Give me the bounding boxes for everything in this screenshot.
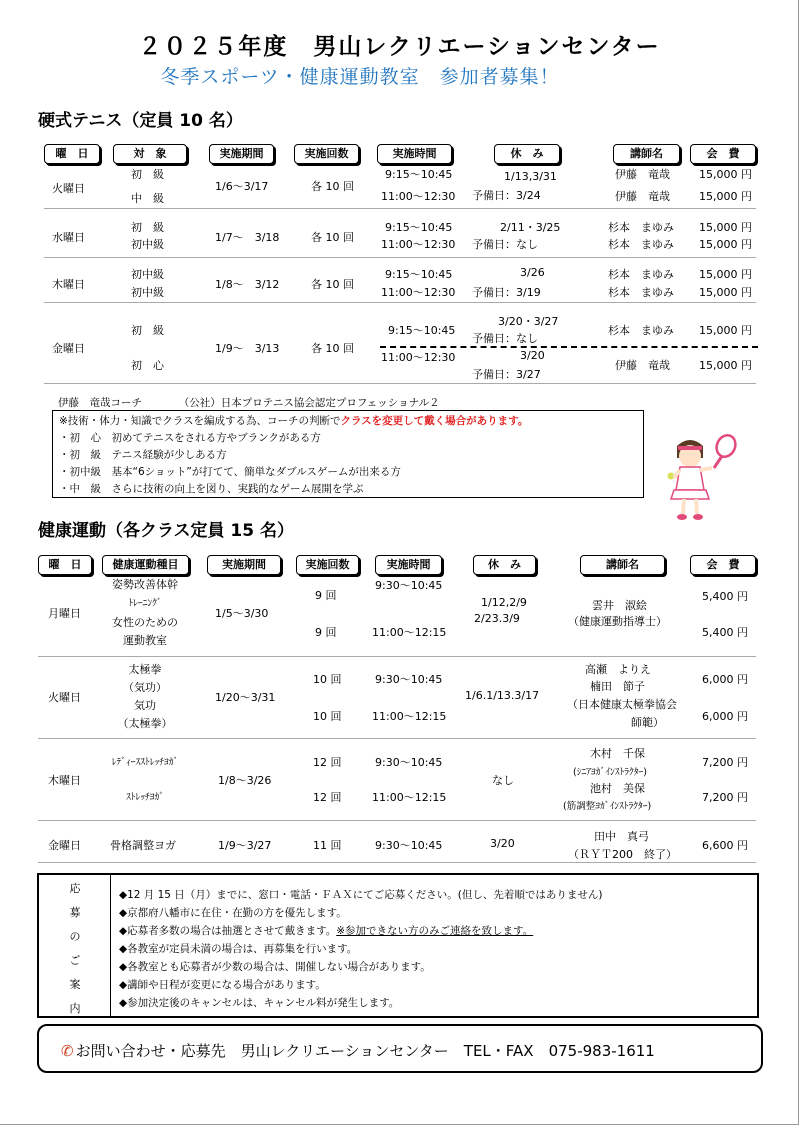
page-subtitle: 冬季スポーツ・健康運動教室 参加者募集！ <box>160 66 560 88</box>
tennis-col-count: 実施回数 <box>294 144 359 164</box>
level: 初 級 <box>131 324 164 337</box>
teacher: 伊藤 竜哉 <box>615 359 670 372</box>
row-divider <box>44 383 756 384</box>
day: 金曜日 <box>48 839 81 852</box>
health-col-teacher: 講師名 <box>580 555 665 575</box>
count: 10 回 <box>313 710 342 723</box>
event: 気功 <box>134 699 156 712</box>
row-divider <box>38 656 756 657</box>
row-divider <box>38 862 756 863</box>
level: 初中級 <box>131 238 164 251</box>
health-col-event: 健康運動種目 <box>102 555 189 575</box>
page-title: ２０２５年度 男山レクリエーションセンター <box>138 34 661 60</box>
guide-item-lottery: ◆応募者多数の場合は抽選とさせて戴きます。※参加できない方のみご連絡を致します。 <box>119 925 534 937</box>
coach-credential: 伊藤 竜哉コーチ （公社）日本プロテニス協会認定プロフェッショナル２ <box>58 397 440 409</box>
note-item: ・中 級 さらに技術の向上を図り、実践的なゲーム展開を学ぶ <box>59 483 364 495</box>
contact-text: お問い合わせ・応募先 男山レクリエーションセンター TEL・FAX 075-983-1611 <box>75 1042 655 1060</box>
tennis-col-teacher: 講師名 <box>613 144 680 164</box>
off: 1/12,2/9 <box>481 596 527 609</box>
event: （気功） <box>123 681 167 694</box>
period: 1/8～ 3/12 <box>215 278 280 291</box>
level: 中 級 <box>131 192 164 205</box>
guide-item: ◆各教室とも応募者が少数の場合は、開催しない場合があります。 <box>119 961 431 973</box>
teacher: 木村 千保 <box>590 747 645 760</box>
period: 1/9～ 3/13 <box>215 342 280 355</box>
teacher: 伊藤 竜哉 <box>615 190 670 203</box>
teacher: 楠田 節子 <box>590 680 645 693</box>
tennis-class-notes <box>52 410 644 498</box>
level: 初 級 <box>131 221 164 234</box>
contact-line <box>61 1040 655 1061</box>
tennis-section-title: 硬式テニス（定員 10 名） <box>38 111 243 131</box>
guide-label-char: 募 <box>69 906 81 919</box>
time: 9:30～10:45 <box>375 839 443 852</box>
off: 1/13,3/31 <box>504 170 557 183</box>
guide-label-char: の <box>69 930 81 943</box>
teacher: 雲井 淑絵 <box>592 599 647 612</box>
event: 姿勢改善体幹 <box>112 578 178 591</box>
teacher: 杉本 まゆみ <box>608 238 674 251</box>
teacher: 杉本 まゆみ <box>608 221 674 234</box>
count: 9 回 <box>315 589 337 602</box>
fee: 15,000 円 <box>699 359 752 372</box>
time: 11:00～12:30 <box>381 286 456 299</box>
teacher-credential: （ＲＹＴ200 終了） <box>568 848 677 861</box>
time: 11:00～12:30 <box>381 238 456 251</box>
health-col-count: 実施回数 <box>296 555 359 575</box>
day: 月曜日 <box>48 607 81 620</box>
guide-label-char: 案 <box>69 978 81 991</box>
reserve: 予備日：3/19 <box>472 286 541 299</box>
count: 各 10 回 <box>311 180 354 193</box>
teacher: 杉本 まゆみ <box>608 324 674 337</box>
event: ﾄﾚｰﾆﾝｸﾞ <box>128 598 162 609</box>
time: 11:00～12:30 <box>381 190 456 203</box>
tennis-col-day: 曜 日 <box>44 144 100 164</box>
time: 9:30～10:45 <box>375 756 443 769</box>
teacher: 池村 美保 <box>590 782 645 795</box>
off: 2/11・3/25 <box>500 221 561 234</box>
count: 12 回 <box>313 791 342 804</box>
count: 各 10 回 <box>311 278 354 291</box>
period: 1/5～3/30 <box>215 607 269 620</box>
teacher: 伊藤 竜哉 <box>615 168 670 181</box>
event: 太極拳 <box>128 663 162 676</box>
tennis-col-off: 休 み <box>494 144 560 164</box>
count: 12 回 <box>313 756 342 769</box>
health-col-time: 実施時間 <box>375 555 442 575</box>
guide-item: ◆各教室が定員未満の場合は、再募集を行います。 <box>119 943 358 955</box>
count: 10 回 <box>313 673 342 686</box>
teacher-credential: （健康運動指導士） <box>568 615 667 628</box>
fee: 15,000 円 <box>699 324 752 337</box>
teacher: 杉本 まゆみ <box>608 268 674 281</box>
reserve: 予備日：3/24 <box>472 189 541 202</box>
time: 11:00～12:15 <box>372 710 447 723</box>
day: 木曜日 <box>52 278 85 291</box>
day: 火曜日 <box>48 691 81 704</box>
fee: 15,000 円 <box>699 268 752 281</box>
event: ﾚﾃﾞｨｰｽｽﾄﾚｯﾁﾖｶﾞ <box>111 757 179 768</box>
fee: 15,000 円 <box>699 221 752 234</box>
fee: 5,400 円 <box>702 626 748 639</box>
tennis-col-target: 対 象 <box>113 144 187 164</box>
teacher: 高瀬 よりえ <box>585 663 651 676</box>
teacher-credential: (ｼﾆｱﾖｶﾞｲﾝｽﾄﾗｸﾀｰ) <box>573 767 647 778</box>
application-guide <box>37 873 759 1018</box>
event: 骨格調整ヨガ <box>110 839 176 852</box>
reserve: 予備日：なし <box>472 332 538 345</box>
off: 1/6.1/13.3/17 <box>465 689 540 702</box>
time: 9:15～10:45 <box>385 268 453 281</box>
teacher: 田中 真弓 <box>594 830 649 843</box>
time: 11:00～12:15 <box>372 791 447 804</box>
guide-item: ◆12 月 15 日（月）までに、窓口・電話・ＦＡＸにてご応募ください。(但し、先着順ではありません) <box>119 889 603 901</box>
guide-item: ◆講師や日程が変更になる場合があります。 <box>119 979 326 991</box>
fee: 6,000 円 <box>702 710 748 723</box>
tennis-player-illustration <box>664 432 744 522</box>
row-divider <box>38 820 756 821</box>
off: 2/23.3/9 <box>474 612 520 625</box>
period: 1/7～ 3/18 <box>215 231 280 244</box>
time: 9:15～10:45 <box>388 324 456 337</box>
day: 金曜日 <box>52 342 85 355</box>
count: 11 回 <box>313 839 342 852</box>
fee: 6,000 円 <box>702 673 748 686</box>
time: 9:15～10:45 <box>385 168 453 181</box>
tennis-col-fee: 会 費 <box>690 144 756 164</box>
guide-label-char: 内 <box>69 1002 81 1015</box>
teacher-credential: （日本健康太極拳協会 <box>567 698 677 711</box>
guide-item: ◆京都府八幡市に在住・在勤の方を優先します。 <box>119 907 347 919</box>
contact-box <box>37 1024 763 1073</box>
fee: 15,000 円 <box>699 286 752 299</box>
health-col-fee: 会 費 <box>690 555 756 575</box>
reserve: 予備日：3/27 <box>472 368 541 381</box>
time: 9:30～10:45 <box>375 579 443 592</box>
row-divider <box>44 257 756 258</box>
time: 9:15～10:45 <box>385 221 453 234</box>
day: 火曜日 <box>52 182 85 195</box>
period: 1/9～3/27 <box>218 839 272 852</box>
fee: 5,400 円 <box>702 590 748 603</box>
phone-icon: ✆ <box>61 1042 74 1060</box>
teacher-credential: (筋調整ﾖｶﾞｲﾝｽﾄﾗｸﾀｰ) <box>563 801 652 812</box>
time: 9:30～10:45 <box>375 673 443 686</box>
guide-label <box>39 875 111 1016</box>
fee: 7,200 円 <box>702 791 748 804</box>
fee: 15,000 円 <box>699 190 752 203</box>
fee: 15,000 円 <box>699 168 752 181</box>
count: 9 回 <box>315 626 337 639</box>
time: 11:00～12:30 <box>381 351 456 364</box>
reserve: 予備日：なし <box>472 238 538 251</box>
event: （太極拳） <box>117 717 173 730</box>
notes-lead: ※技術・体力・知識でクラスを編成する為、コーチの判断でクラスを変更して戴く場合があります。 <box>59 415 529 427</box>
off: なし <box>492 774 514 787</box>
level: 初中級 <box>131 268 164 281</box>
level: 初 級 <box>131 168 164 181</box>
day: 水曜日 <box>52 231 85 244</box>
health-col-period: 実施期間 <box>207 555 281 575</box>
level: 初中級 <box>131 286 164 299</box>
health-col-off: 休 み <box>473 555 536 575</box>
event: ｽﾄﾚｯﾁﾖｶﾞ <box>125 792 164 803</box>
event: 女性のための <box>112 616 178 629</box>
fee: 15,000 円 <box>699 238 752 251</box>
off: 3/20 <box>520 349 545 362</box>
fee: 6,600 円 <box>702 839 748 852</box>
guide-label-char: ご <box>69 954 81 967</box>
period: 1/6～3/17 <box>215 180 269 193</box>
level: 初 心 <box>131 359 164 372</box>
off: 3/26 <box>520 266 545 279</box>
event: 運動教室 <box>123 634 167 647</box>
health-col-day: 曜 日 <box>38 555 92 575</box>
note-item: ・初 心 初めてテニスをされる方やブランクがある方 <box>59 432 321 444</box>
teacher-credential: 師範） <box>631 716 664 729</box>
health-section-title: 健康運動（各クラス定員 15 名） <box>38 521 294 541</box>
count: 各 10 回 <box>311 342 354 355</box>
dashed-divider <box>380 346 758 348</box>
note-item: ・初中級 基本“6ショット”が打てて、簡単なダブルスゲームが出来る方 <box>59 466 401 478</box>
row-divider <box>44 302 756 303</box>
off: 3/20 <box>490 837 515 850</box>
tennis-col-time: 実施時間 <box>377 144 452 164</box>
period: 1/8～3/26 <box>218 774 272 787</box>
period: 1/20～3/31 <box>215 691 276 704</box>
teacher: 杉本 まゆみ <box>608 286 674 299</box>
fee: 7,200 円 <box>702 756 748 769</box>
time: 11:00～12:15 <box>372 626 447 639</box>
row-divider <box>44 208 756 209</box>
day: 木曜日 <box>48 774 81 787</box>
note-item: ・初 級 テニス経験が少しある方 <box>59 449 227 461</box>
off: 3/20・3/27 <box>498 315 559 328</box>
tennis-col-period: 実施期間 <box>209 144 274 164</box>
row-divider <box>38 738 756 739</box>
count: 各 10 回 <box>311 231 354 244</box>
guide-label-char: 応 <box>69 882 81 895</box>
guide-item: ◆参加決定後のキャンセルは、キャンセル料が発生します。 <box>119 997 400 1009</box>
